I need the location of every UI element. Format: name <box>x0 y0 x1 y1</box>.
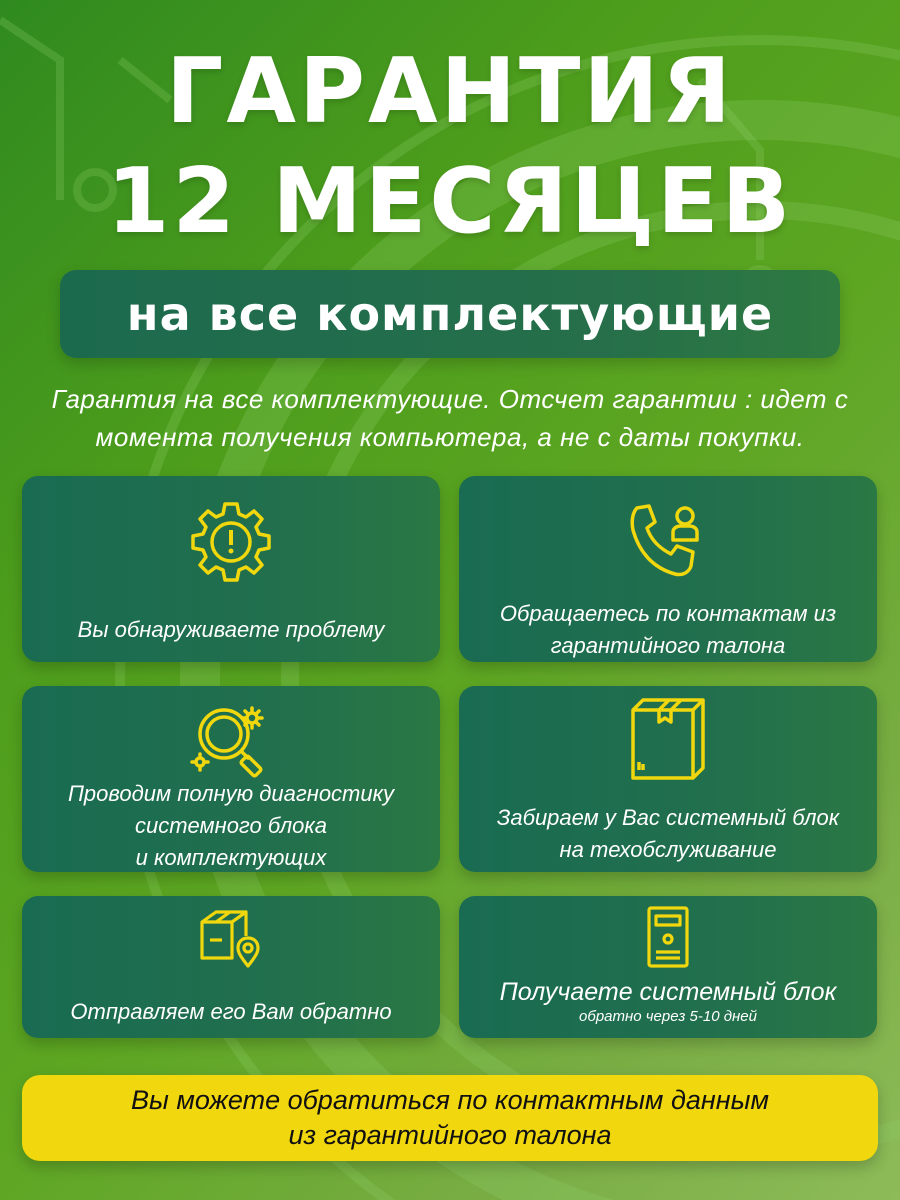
page-title-line-1: ГАРАНТИЯ <box>166 39 734 144</box>
box-icon <box>623 696 713 782</box>
step-card-6 <box>459 896 877 1038</box>
step-2-line-2: гарантийного талона <box>550 633 786 658</box>
step-2-line-1: Обращаетесь по контактам из <box>499 601 837 626</box>
step-3-line-1: Проводим полную диагностику <box>67 781 395 806</box>
phone-contact-icon <box>623 496 713 586</box>
subtitle-text: на все комплектующие <box>126 287 774 341</box>
step-card-3-text <box>32 778 430 874</box>
contact-notice-line-2: из гарантийного талона <box>288 1120 612 1150</box>
contact-notice-line-1: Вы можете обратиться по контактным данным <box>131 1085 769 1115</box>
gear-warning-icon <box>188 498 274 584</box>
step-4-line-2: на техобслуживание <box>559 837 777 862</box>
step-3-line-3: и комплектующих <box>135 845 327 870</box>
step-6-line-1: Получаете системный блок <box>499 978 837 1006</box>
step-card-2 <box>459 476 877 662</box>
page-title-line-2: 12 МЕСЯЦЕВ <box>106 149 794 254</box>
box-location-icon <box>196 906 266 970</box>
intro-line-2: момента получения компьютера, а не с даты покупки. <box>95 422 805 452</box>
step-4-line-1: Забираем у Вас системный блок <box>496 805 840 830</box>
step-card-2-text <box>469 598 867 662</box>
subtitle-banner <box>60 270 840 358</box>
step-card-5-text <box>32 996 430 1028</box>
step-card-3 <box>22 686 440 872</box>
step-card-5 <box>22 896 440 1038</box>
step-card-6-text <box>469 976 867 1026</box>
step-card-1 <box>22 476 440 662</box>
step-card-4 <box>459 686 877 872</box>
magnifier-gears-icon <box>186 700 276 780</box>
step-5-line-1: Отправляем его Вам обратно <box>70 999 392 1024</box>
intro-text <box>20 380 880 456</box>
step-6-note: обратно через 5-10 дней <box>579 1008 757 1025</box>
contact-notice-bar <box>22 1075 878 1161</box>
step-3-line-2: системного блока <box>134 813 328 838</box>
step-card-4-text <box>469 802 867 866</box>
step-card-1-text <box>32 614 430 646</box>
system-unit-icon <box>643 904 693 970</box>
step-1-line-1: Вы обнаруживаете проблему <box>77 617 385 642</box>
intro-line-1: Гарантия на все комплектующие. Отсчет гарантии : идет с <box>51 384 849 414</box>
